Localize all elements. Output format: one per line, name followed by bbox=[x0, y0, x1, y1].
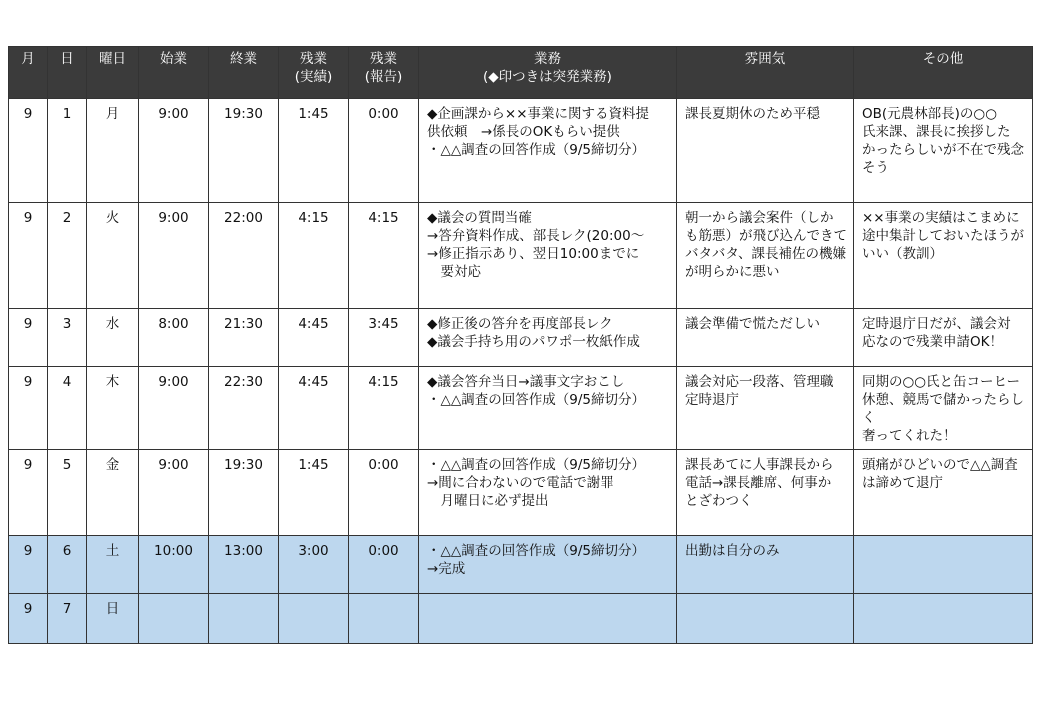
cell-month bbox=[9, 536, 48, 594]
cell-overtime-reported-text: 3:45 bbox=[368, 316, 399, 332]
cell-month bbox=[9, 309, 48, 367]
cell-work-text: ◆議会の質問当確 →答弁資料作成、部長レク(20:00～ →修正指示あり、翌日10:00までに 要対応 bbox=[427, 210, 645, 280]
cell-end-text: 22:30 bbox=[224, 374, 263, 390]
cell-weekday-text: 日 bbox=[105, 601, 120, 617]
cell-other bbox=[854, 99, 1033, 203]
table-row bbox=[9, 367, 1033, 450]
header-overtime-reported: 残業 (報告) bbox=[349, 47, 419, 99]
cell-overtime-actual bbox=[279, 99, 349, 203]
cell-month-text: 9 bbox=[23, 601, 33, 617]
cell-day-text: 5 bbox=[62, 457, 72, 473]
cell-overtime-reported bbox=[349, 536, 419, 594]
cell-work bbox=[419, 594, 677, 644]
cell-other-text: 同期の○○氏と缶コーヒー 休憩、競馬で儲かったらしく 奢ってくれた！ bbox=[862, 374, 1024, 444]
cell-month-text: 9 bbox=[23, 316, 33, 332]
cell-mood bbox=[677, 99, 854, 203]
cell-other-text: ××事業の実績はこまめに 途中集計しておいたほうが いい（教訓） bbox=[862, 210, 1024, 262]
cell-work bbox=[419, 450, 677, 536]
cell-start-text: 10:00 bbox=[154, 543, 193, 559]
cell-overtime-reported bbox=[349, 309, 419, 367]
cell-work-text: ◆修正後の答弁を再度部長レク ◆議会手持ち用のパワポ一枚紙作成 bbox=[427, 316, 640, 350]
cell-day bbox=[48, 203, 87, 309]
cell-overtime-actual-text: 4:45 bbox=[298, 374, 329, 390]
cell-day bbox=[48, 450, 87, 536]
cell-overtime-reported-text: 4:15 bbox=[368, 210, 399, 226]
header-day: 日 bbox=[48, 47, 87, 99]
cell-end bbox=[209, 367, 279, 450]
cell-start-text: 9:00 bbox=[158, 457, 189, 473]
cell-start bbox=[139, 203, 209, 309]
cell-start bbox=[139, 99, 209, 203]
cell-other bbox=[854, 536, 1033, 594]
cell-end-text: 19:30 bbox=[224, 106, 263, 122]
cell-weekday-text: 土 bbox=[105, 543, 120, 559]
cell-day bbox=[48, 367, 87, 450]
cell-day bbox=[48, 594, 87, 644]
cell-mood-text: 議会対応一段落、管理職 定時退庁 bbox=[685, 374, 834, 408]
cell-mood bbox=[677, 309, 854, 367]
cell-work bbox=[419, 367, 677, 450]
cell-overtime-reported-text: 0:00 bbox=[368, 543, 399, 559]
cell-overtime-actual-text: 3:00 bbox=[298, 543, 329, 559]
cell-other bbox=[854, 594, 1033, 644]
header-mood: 雰囲気 bbox=[677, 47, 854, 99]
cell-overtime-reported bbox=[349, 99, 419, 203]
cell-day-text: 4 bbox=[62, 374, 72, 390]
cell-end bbox=[209, 536, 279, 594]
cell-other bbox=[854, 203, 1033, 309]
cell-end-text: 13:00 bbox=[224, 543, 263, 559]
table-row bbox=[9, 450, 1033, 536]
cell-day-text: 7 bbox=[62, 601, 72, 617]
cell-weekday bbox=[87, 536, 139, 594]
cell-day bbox=[48, 99, 87, 203]
cell-other-text: 頭痛がひどいので△△調査 は諦めて退庁 bbox=[862, 457, 1018, 491]
cell-day-text: 6 bbox=[62, 543, 72, 559]
cell-month bbox=[9, 367, 48, 450]
cell-month bbox=[9, 450, 48, 536]
cell-day bbox=[48, 536, 87, 594]
cell-other-text: 定時退庁日だが、議会対 応なので残業申請OK！ bbox=[862, 316, 1011, 350]
cell-overtime-reported bbox=[349, 367, 419, 450]
cell-month bbox=[9, 203, 48, 309]
cell-other bbox=[854, 367, 1033, 450]
header-other: その他 bbox=[854, 47, 1033, 99]
table-row bbox=[9, 536, 1033, 594]
cell-overtime-reported bbox=[349, 450, 419, 536]
cell-work-text: ◆企画課から××事業に関する資料提 供依頼 →係長のOKもらい提供 ・△△調査の回答作成（9/5締切分） bbox=[427, 106, 650, 158]
cell-mood-text: 朝一から議会案件（しか も筋悪）が飛び込んできて バタバタ、課長補佐の機嫌 が明らかに悪い bbox=[685, 210, 847, 280]
header-weekday: 曜日 bbox=[87, 47, 139, 99]
cell-month-text: 9 bbox=[23, 210, 33, 226]
cell-start bbox=[139, 450, 209, 536]
cell-weekday bbox=[87, 99, 139, 203]
header-row bbox=[9, 47, 1033, 99]
cell-end-text: 21:30 bbox=[224, 316, 263, 332]
cell-weekday-text: 水 bbox=[105, 316, 120, 332]
cell-work-text: ◆議会答弁当日→議事文字おこし ・△△調査の回答作成（9/5締切分） bbox=[427, 374, 645, 408]
cell-end-text: 22:00 bbox=[224, 210, 263, 226]
header-end: 終業 bbox=[209, 47, 279, 99]
table-row bbox=[9, 99, 1033, 203]
cell-weekday bbox=[87, 309, 139, 367]
cell-month-text: 9 bbox=[23, 106, 33, 122]
table-row bbox=[9, 594, 1033, 644]
cell-weekday bbox=[87, 594, 139, 644]
cell-overtime-reported-text: 0:00 bbox=[368, 457, 399, 473]
header-work: 業務 (◆印つきは突発業務) bbox=[419, 47, 677, 99]
cell-day-text: 2 bbox=[62, 210, 72, 226]
cell-overtime-actual-text: 4:45 bbox=[298, 316, 329, 332]
cell-mood-text: 議会準備で慌ただしい bbox=[685, 316, 820, 332]
cell-mood bbox=[677, 450, 854, 536]
cell-mood-text: 課長あてに人事課長から 電話→課長離席、何事か とざわつく bbox=[685, 457, 834, 509]
cell-overtime-reported bbox=[349, 203, 419, 309]
cell-weekday-text: 月 bbox=[105, 106, 120, 122]
cell-work bbox=[419, 309, 677, 367]
header-overtime-actual: 残業 (実績) bbox=[279, 47, 349, 99]
cell-overtime-actual-text: 1:45 bbox=[298, 457, 329, 473]
header-month: 月 bbox=[9, 47, 48, 99]
cell-weekday bbox=[87, 367, 139, 450]
cell-mood-text: 出勤は自分のみ bbox=[685, 543, 780, 559]
cell-mood-text: 課長夏期休のため平穏 bbox=[685, 106, 820, 122]
cell-day-text: 1 bbox=[62, 106, 72, 122]
cell-month bbox=[9, 99, 48, 203]
cell-overtime-actual bbox=[279, 450, 349, 536]
cell-month-text: 9 bbox=[23, 374, 33, 390]
cell-overtime-reported bbox=[349, 594, 419, 644]
cell-start bbox=[139, 309, 209, 367]
cell-day bbox=[48, 309, 87, 367]
cell-overtime-reported-text: 0:00 bbox=[368, 106, 399, 122]
cell-mood bbox=[677, 594, 854, 644]
cell-start-text: 9:00 bbox=[158, 210, 189, 226]
cell-overtime-actual-text: 1:45 bbox=[298, 106, 329, 122]
cell-overtime-actual bbox=[279, 594, 349, 644]
cell-weekday bbox=[87, 203, 139, 309]
cell-end bbox=[209, 99, 279, 203]
cell-overtime-actual-text: 4:15 bbox=[298, 210, 329, 226]
cell-mood bbox=[677, 367, 854, 450]
cell-start bbox=[139, 367, 209, 450]
cell-month-text: 9 bbox=[23, 457, 33, 473]
cell-month bbox=[9, 594, 48, 644]
cell-end bbox=[209, 594, 279, 644]
table-row bbox=[9, 203, 1033, 309]
cell-start bbox=[139, 594, 209, 644]
cell-mood bbox=[677, 203, 854, 309]
cell-month-text: 9 bbox=[23, 543, 33, 559]
cell-work-text: ・△△調査の回答作成（9/5締切分） →完成 bbox=[427, 543, 645, 577]
cell-overtime-actual bbox=[279, 367, 349, 450]
work-log-table bbox=[8, 46, 1033, 644]
cell-end bbox=[209, 309, 279, 367]
cell-weekday-text: 木 bbox=[105, 374, 120, 390]
cell-overtime-actual bbox=[279, 536, 349, 594]
cell-start-text: 9:00 bbox=[158, 106, 189, 122]
cell-mood bbox=[677, 536, 854, 594]
cell-work bbox=[419, 99, 677, 203]
cell-start bbox=[139, 536, 209, 594]
cell-end-text: 19:30 bbox=[224, 457, 263, 473]
cell-start-text: 8:00 bbox=[158, 316, 189, 332]
cell-end bbox=[209, 203, 279, 309]
cell-day-text: 3 bbox=[62, 316, 72, 332]
cell-start-text: 9:00 bbox=[158, 374, 189, 390]
cell-other bbox=[854, 450, 1033, 536]
cell-work bbox=[419, 203, 677, 309]
cell-work bbox=[419, 536, 677, 594]
cell-other-text: OB(元農林部長)の○○ 氏来課、課長に挨拶した かったらしいが不在で残念 そう bbox=[862, 106, 1024, 176]
cell-work-text: ・△△調査の回答作成（9/5締切分） →間に合わないので電話で謝罪 月曜日に必ず提出 bbox=[427, 457, 645, 509]
cell-weekday-text: 火 bbox=[105, 210, 120, 226]
cell-overtime-actual bbox=[279, 203, 349, 309]
header-start: 始業 bbox=[139, 47, 209, 99]
cell-other bbox=[854, 309, 1033, 367]
cell-overtime-reported-text: 4:15 bbox=[368, 374, 399, 390]
cell-end bbox=[209, 450, 279, 536]
cell-weekday bbox=[87, 450, 139, 536]
cell-weekday-text: 金 bbox=[105, 457, 120, 473]
cell-overtime-actual bbox=[279, 309, 349, 367]
table-row bbox=[9, 309, 1033, 367]
